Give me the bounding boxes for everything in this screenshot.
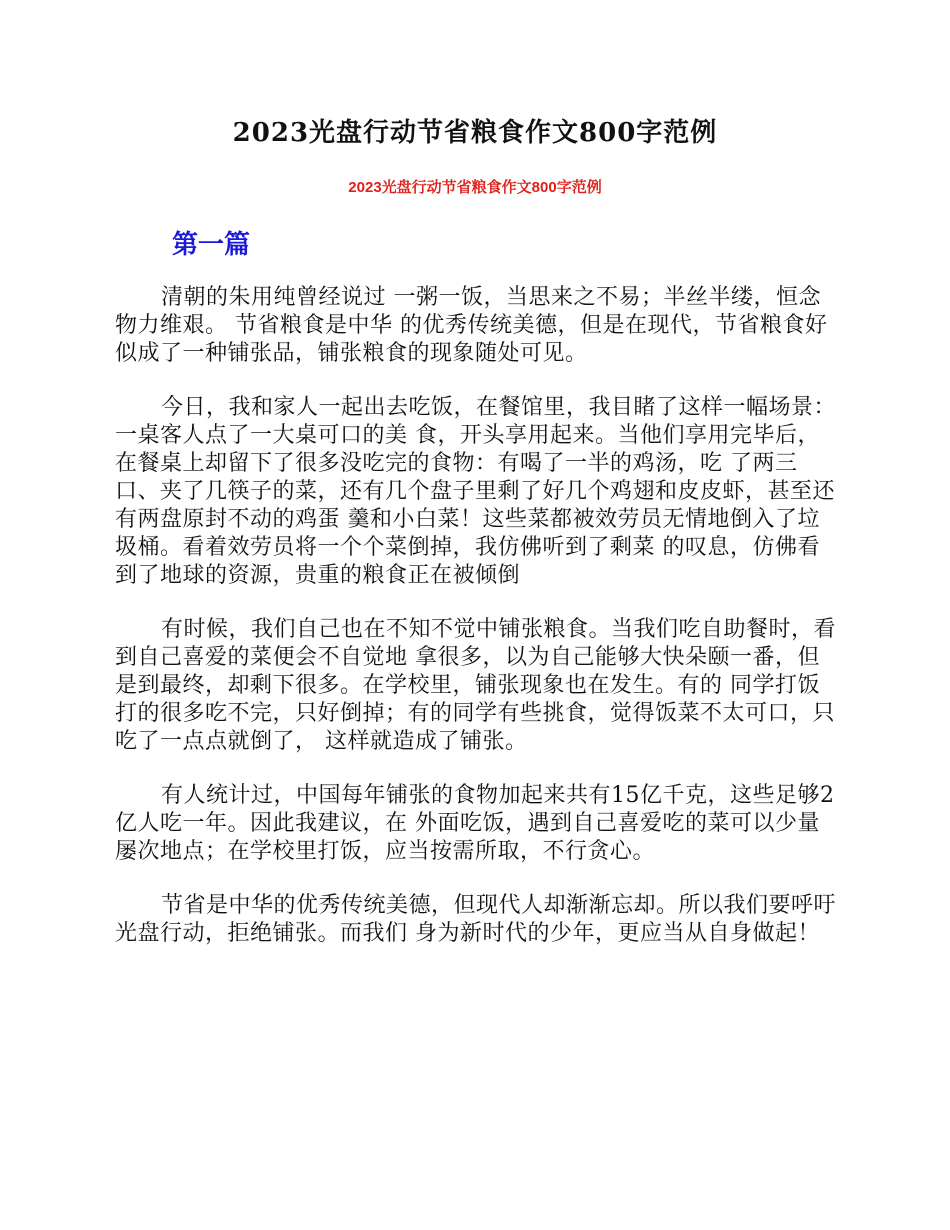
page-subtitle: 2023光盘行动节省粮食作文800字范例 [348, 179, 602, 196]
section-heading: 第一篇 [172, 230, 251, 260]
paragraph: 今日，我和家人一起出去吃饭，在餐馆里，我目睹了这样一幅场景：一桌客人点了一大桌可口的美 食，开头享用起来。当他们享用完毕后，在餐桌上却留下了很多没吃完的食物：有喝了一半的鸡汤，吃 了两三口、夹了几筷子的菜，还有几个盘子里剩了好几个鸡翅和皮皮虾，甚至还有两盘原封不动的鸡蛋 羹和小白菜！这些菜都被效劳员无情地倒入了垃圾桶。看着效劳员将一个个菜倒掉，我仿佛听到了剩菜 的叹息，仿佛看到了地球的资源，贵重的粮食正在被倾倒 [115, 395, 837, 588]
paragraph: 有人统计过，中国每年铺张的食物加起来共有15亿千克，这些足够2亿人吃一年。因此我建议，在 外面吃饭，遇到自己喜爱吃的菜可以少量屡次地点；在学校里打饭，应当按需所取，不行贪心。 [115, 783, 835, 864]
paragraph: 节省是中华的优秀传统美德，但现代人却渐渐忘却。所以我们要呼吁光盘行动，拒绝铺张。而我们 身为新时代的少年，更应当从自身做起！ [115, 893, 837, 946]
paragraph: 有时候，我们自己也在不知不觉中铺张粮食。当我们吃自助餐时，看到自己喜爱的菜便会不自觉地 拿很多，以为自己能够大快朵颐一番，但是到最终，却剩下很多。在学校里，铺张现象也在发生。有的 同学打饭打的很多吃不完，只好倒掉；有的同学有些挑食，觉得饭菜不太可口，只吃了一点点就倒了， 这样就造成了铺张。 [115, 617, 837, 754]
essay-body [115, 284, 837, 974]
page-title: 2023光盘行动节省粮食作文800字范例 [232, 118, 718, 148]
paragraph: 清朝的朱用纯曾经说过 一粥一饭，当思来之不易；半丝半缕，恒念物力维艰。 节省粮食是中华 的优秀传统美德，但是在现代，节省粮食好似成了一种铺张品，铺张粮食的现象随处可见。 [115, 285, 828, 366]
